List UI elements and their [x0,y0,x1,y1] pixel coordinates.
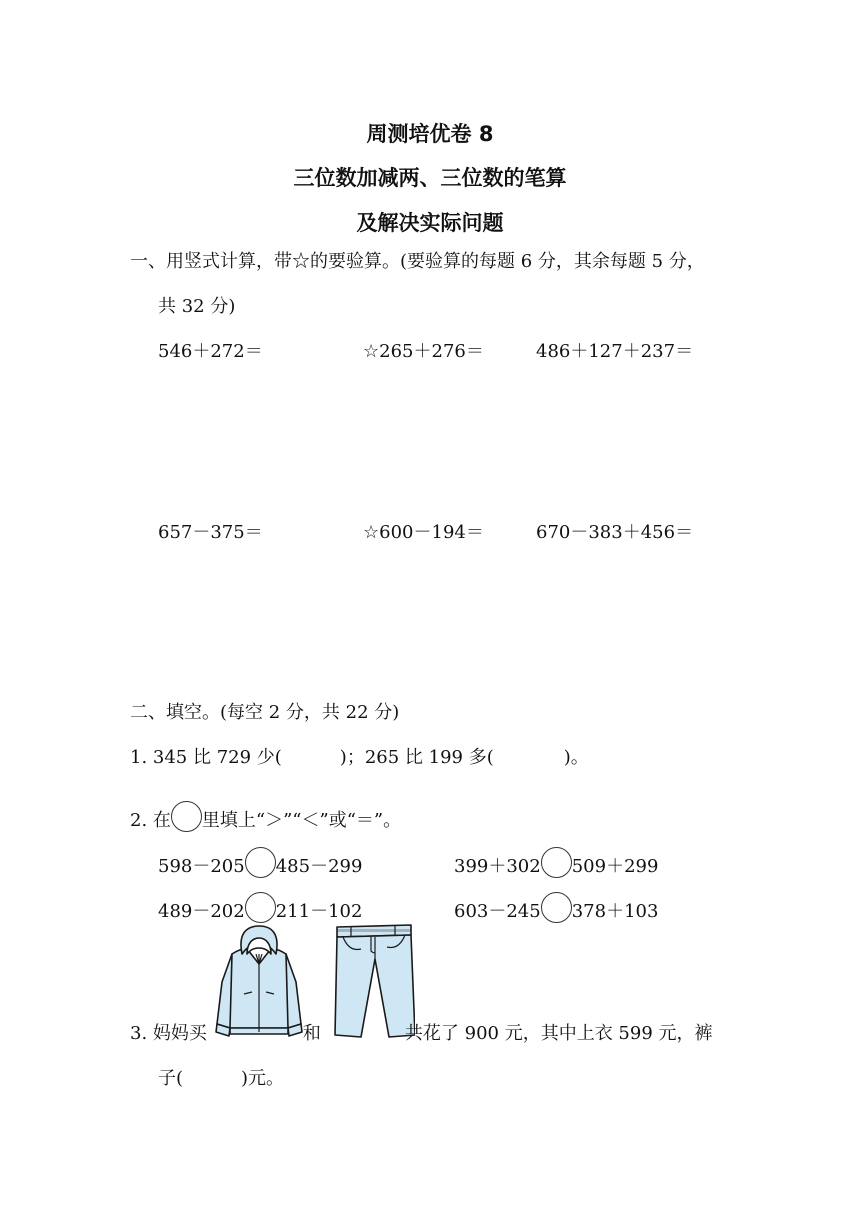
problem-2: ☆265＋276＝ [363,341,484,362]
question-2-intro [130,801,401,832]
title-line-3: 及解决实际问题 [356,211,504,235]
problem-1: 546＋272＝ [158,341,263,362]
compare-circle-example [171,801,202,832]
question-3 [130,1025,713,1043]
compare-circle-3[interactable] [245,892,276,923]
compare-circle-4[interactable] [541,892,572,923]
q2-intro-a: 2. 在 [130,810,171,831]
compare-circle-1[interactable] [245,847,276,878]
q2-intro-b: 里填上“＞”“＜”或“＝”。 [201,810,402,831]
compare-4 [454,892,658,923]
compare-4-left: 603－245 [454,901,541,922]
q3-text-e: )元。 [241,1068,285,1089]
q3-text-d: 子( [158,1068,184,1089]
compare-1 [158,847,362,878]
q3-text-a: 3. 妈妈买 [130,1023,207,1044]
compare-2-right: 509＋299 [571,856,659,877]
problem-5: ☆600－194＝ [363,522,484,543]
q1-text-b: )；265 比 199 多( [339,747,494,768]
compare-1-right: 485－299 [275,856,363,877]
compare-4-right: 378＋103 [571,901,659,922]
title-line-1: 周测培优卷 8 [366,122,494,146]
section2-heading: 二、填空。(每空 2 分，共 22 分) [130,702,400,723]
question-1 [130,749,589,767]
problem-6: 670－383＋456＝ [536,522,694,543]
question-3-cont [158,1070,284,1088]
problem-3: 486＋127＋237＝ [536,341,694,362]
compare-2 [454,847,658,878]
section1-heading: 一、用竖式计算，带☆的要验算。(要验算的每题 6 分，其余每题 5 分， [130,251,705,272]
pants-icon [331,919,415,1041]
compare-3-right: 211－102 [275,901,363,922]
q3-text-b: 和 [302,1023,321,1044]
q1-text-a: 1. 345 比 729 少( [130,747,282,768]
section1-heading-cont: 共 32 分) [158,296,236,317]
q3-text-c: 共花了 900 元，其中上衣 599 元，裤 [404,1023,713,1044]
compare-3-left: 489－202 [158,901,245,922]
title-line-2: 三位数加减两、三位数的笔算 [293,166,567,190]
q1-text-c: )。 [563,747,589,768]
problem-4: 657－375＝ [158,522,263,543]
compare-1-left: 598－205 [158,856,245,877]
compare-circle-2[interactable] [541,847,572,878]
compare-2-left: 399＋302 [454,856,541,877]
